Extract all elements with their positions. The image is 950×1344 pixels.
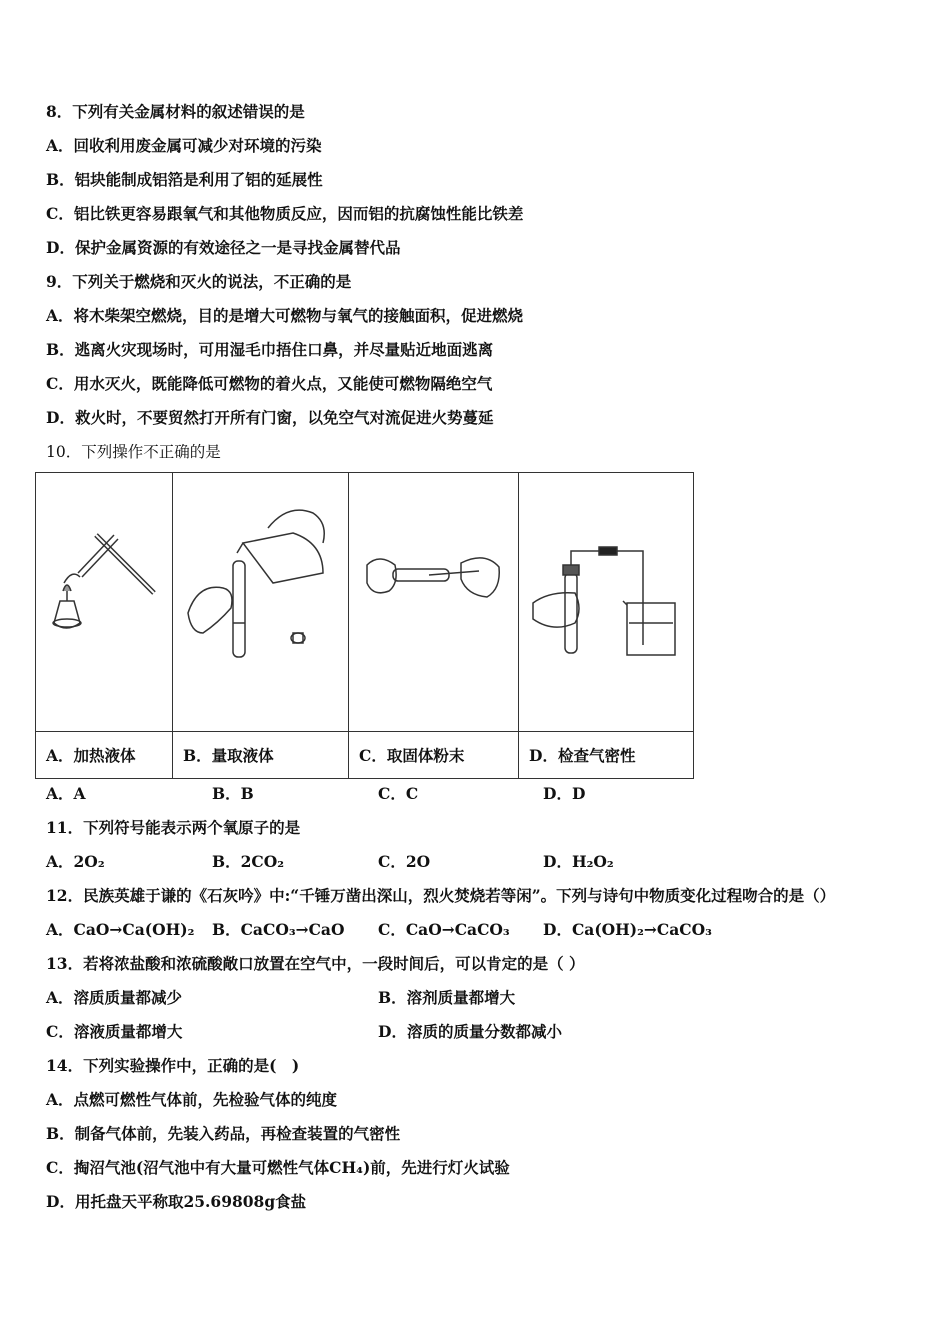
- q14-option-d: D．用托盘天平称取25.69808g食盐: [46, 1192, 307, 1211]
- q10-option-c: C．C: [378, 784, 419, 803]
- figure-heating-liquid: [36, 473, 173, 732]
- q14-stem: 14．下列实验操作中，正确的是( ): [46, 1056, 300, 1075]
- q14-option-b: B．制备气体前，先装入药品，再检查装置的气密性: [46, 1124, 401, 1143]
- q10-figure-table: [35, 472, 694, 779]
- caption-c: C．取固体粉末: [349, 732, 519, 779]
- q10-option-b: B．B: [212, 784, 254, 803]
- airtightness-illustration: [519, 473, 693, 731]
- figure-taking-solid-powder: [349, 473, 519, 732]
- q10-stem: 10．下列操作不正确的是: [46, 443, 221, 461]
- q11-option-b: B．2CO₂: [212, 852, 285, 871]
- q8-option-d: D．保护金属资源的有效途径之一是寻找金属替代品: [46, 238, 401, 257]
- q13-stem: 13．若将浓盐酸和浓硫酸敞口放置在空气中，一段时间后，可以肯定的是（ ）: [46, 954, 585, 973]
- measuring-liquid-illustration: [173, 473, 348, 731]
- q13-option-a: A．溶质质量都减少: [46, 988, 183, 1007]
- heating-liquid-illustration: [36, 473, 172, 731]
- q14-option-c: C．掏沼气池(沼气池中有大量可燃性气体CH₄)前，先进行灯火试验: [46, 1158, 510, 1177]
- q8-option-c: C．铝比铁更容易跟氧气和其他物质反应，因而铝的抗腐蚀性能比铁差: [46, 204, 524, 223]
- q10-option-a: A．A: [46, 784, 86, 803]
- q9-option-b: B．逃离火灾现场时，可用湿毛巾捂住口鼻，并尽量贴近地面逃离: [46, 340, 494, 359]
- figure-checking-airtightness: [519, 473, 694, 732]
- q12-option-d: D．Ca(OH)₂→CaCO₃: [543, 920, 712, 939]
- q12-option-a: A．CaO→Ca(OH)₂: [46, 920, 195, 939]
- q13-option-d: D．溶质的质量分数都减小: [378, 1022, 562, 1041]
- q9-option-a: A．将木柴架空燃烧，目的是增大可燃物与氧气的接触面积，促进燃烧: [46, 306, 524, 325]
- q9-option-d: D．救火时，不要贸然打开所有门窗，以免空气对流促进火势蔓延: [46, 408, 494, 427]
- q12-stem: 12．民族英雄于谦的《石灰吟》中:“千锤万凿出深山，烈火焚烧若等闲”。下列与诗句中物质变化过程吻合的是（）: [46, 886, 836, 905]
- q8-option-a: A．回收利用废金属可减少对环境的污染: [46, 136, 322, 155]
- caption-d: D．检查气密性: [519, 732, 694, 779]
- q9-stem: 9．下列关于燃烧和灭火的说法，不正确的是: [46, 272, 352, 291]
- q13-option-c: C．溶液质量都增大: [46, 1022, 183, 1041]
- q11-stem: 11．下列符号能表示两个氧原子的是: [46, 818, 301, 837]
- q8-stem: 8．下列有关金属材料的叙述错误的是: [46, 102, 305, 121]
- solid-powder-illustration: [349, 473, 518, 731]
- q11-option-c: C．2O: [378, 852, 431, 871]
- caption-b: B．量取液体: [173, 732, 349, 779]
- caption-a: A．加热液体: [36, 732, 173, 779]
- q11-option-a: A．2O₂: [46, 852, 105, 871]
- q11-option-d: D．H₂O₂: [543, 852, 614, 871]
- q10-option-d: D．D: [543, 784, 586, 803]
- q13-option-b: B．溶剂质量都增大: [378, 988, 516, 1007]
- q12-option-b: B．CaCO₃→CaO: [212, 920, 345, 939]
- q8-option-b: B．铝块能制成铝箔是利用了铝的延展性: [46, 170, 323, 189]
- q12-option-c: C．CaO→CaCO₃: [378, 920, 510, 939]
- q14-option-a: A．点燃可燃性气体前，先检验气体的纯度: [46, 1090, 338, 1109]
- q9-option-c: C．用水灭火，既能降低可燃物的着火点，又能使可燃物隔绝空气: [46, 374, 493, 393]
- figure-measuring-liquid: [173, 473, 349, 732]
